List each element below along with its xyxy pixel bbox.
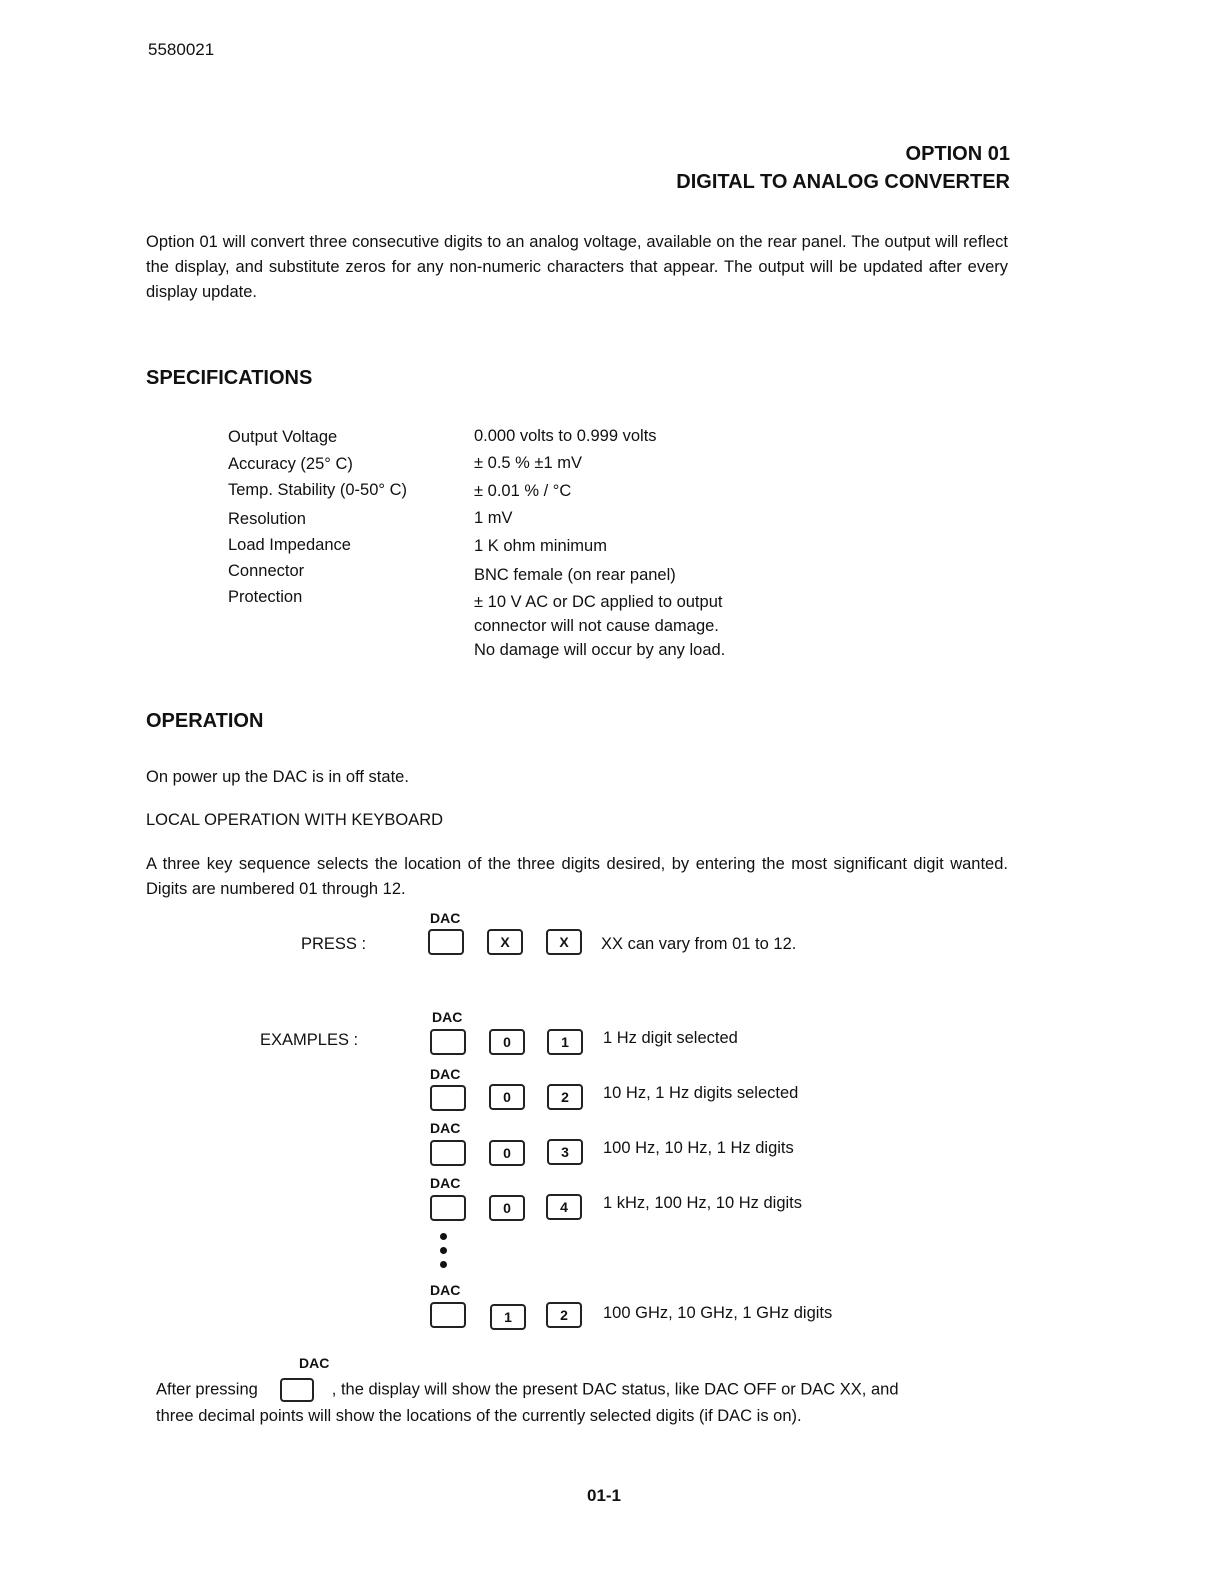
example-description: 100 GHz, 10 GHz, 1 GHz digits [603,1304,833,1322]
dac-key-label: DAC [432,1009,463,1025]
intro-paragraph: Option 01 will convert three consecutive digits to an analog voltage, available on the rear panel. The output will reflect the display, and substitute zeros for any non-numeric characters that appear. The output will be updated after every display update. [146,233,1008,301]
dac-key [430,1140,466,1166]
dac-key-label: DAC [430,1175,461,1191]
after-pressing-line2: three decimal points will show the locations of the currently selected digits (if DAC is on). [156,1407,802,1425]
digit-key: 0 [489,1084,525,1110]
dac-key [428,929,464,955]
spec-value: ± 10 V AC or DC applied to output [474,593,723,611]
ellipsis-dot [440,1247,447,1254]
spec-label: Connector [228,562,305,580]
example-description: 100 Hz, 10 Hz, 1 Hz digits [603,1139,794,1157]
spec-label: Accuracy (25° C) [228,455,353,473]
local-operation-heading: LOCAL OPERATION WITH KEYBOARD [146,811,444,829]
spec-label: Protection [228,588,303,606]
dac-key-label: DAC [430,910,461,926]
operation-heading: OPERATION [146,710,264,732]
spec-value: ± 0.01 % / °C [474,482,572,500]
dac-key [430,1302,466,1328]
spec-value: No damage will occur by any load. [474,641,726,659]
dac-key [430,1195,466,1221]
spec-label: Output Voltage [228,428,338,446]
digit-key: X [546,929,582,955]
spec-value: connector will not cause damage. [474,617,719,635]
digit-key: 0 [489,1140,525,1166]
spec-value: 0.000 volts to 0.999 volts [474,427,657,445]
dac-key-label: DAC [299,1355,330,1371]
spec-value: BNC female (on rear panel) [474,566,676,584]
digit-key: 0 [489,1195,525,1221]
spec-label: Load Impedance [228,536,351,554]
digit-key: 1 [547,1029,583,1055]
dac-key-label: DAC [430,1066,461,1082]
digit-key: 4 [546,1194,582,1220]
power-up-text: On power up the DAC is in off state. [146,768,409,786]
spec-value: 1 mV [474,509,513,527]
example-description: 1 kHz, 100 Hz, 10 Hz digits [603,1194,802,1212]
dac-key [430,1085,466,1111]
dac-key-label: DAC [430,1120,461,1136]
option-title: OPTION 01 [905,143,1010,165]
dac-key-label: DAC [430,1282,461,1298]
spec-value: 1 K ohm minimum [474,537,607,555]
digit-key: 1 [490,1304,526,1330]
spec-label: Temp. Stability (0-50° C) [228,481,407,499]
press-label: PRESS : [301,935,367,953]
example-description: 1 Hz digit selected [603,1029,738,1047]
ellipsis-dot [440,1261,447,1268]
after-pressing-prefix: After pressing [156,1380,258,1399]
dac-key [430,1029,466,1055]
spec-value: ± 0.5 % ±1 mV [474,454,582,472]
examples-label: EXAMPLES : [260,1031,359,1049]
digit-key: 0 [489,1029,525,1055]
ellipsis-dot [440,1233,447,1240]
press-description: XX can vary from 01 to 12. [601,935,797,953]
digit-key: 2 [547,1084,583,1110]
digit-key: 2 [546,1302,582,1328]
spec-label: Resolution [228,510,306,528]
example-description: 10 Hz, 1 Hz digits selected [603,1084,799,1102]
after-pressing-suffix: , the display will show the present DAC status, like DAC OFF or DAC XX, and [331,1380,899,1399]
digit-key: 3 [547,1139,583,1165]
converter-title: DIGITAL TO ANALOG CONVERTER [676,171,1010,193]
document-number: 5580021 [148,40,215,59]
specifications-heading: SPECIFICATIONS [146,367,313,389]
page-number: 01-1 [586,1486,622,1505]
sequence-paragraph: A three key sequence selects the location of the three digits desired, by entering the most significant digit wanted. Digits are numbered 01 through 12. [146,855,1008,898]
dac-key [280,1378,314,1402]
after-pressing-line [156,1378,1016,1402]
digit-key: X [487,929,523,955]
